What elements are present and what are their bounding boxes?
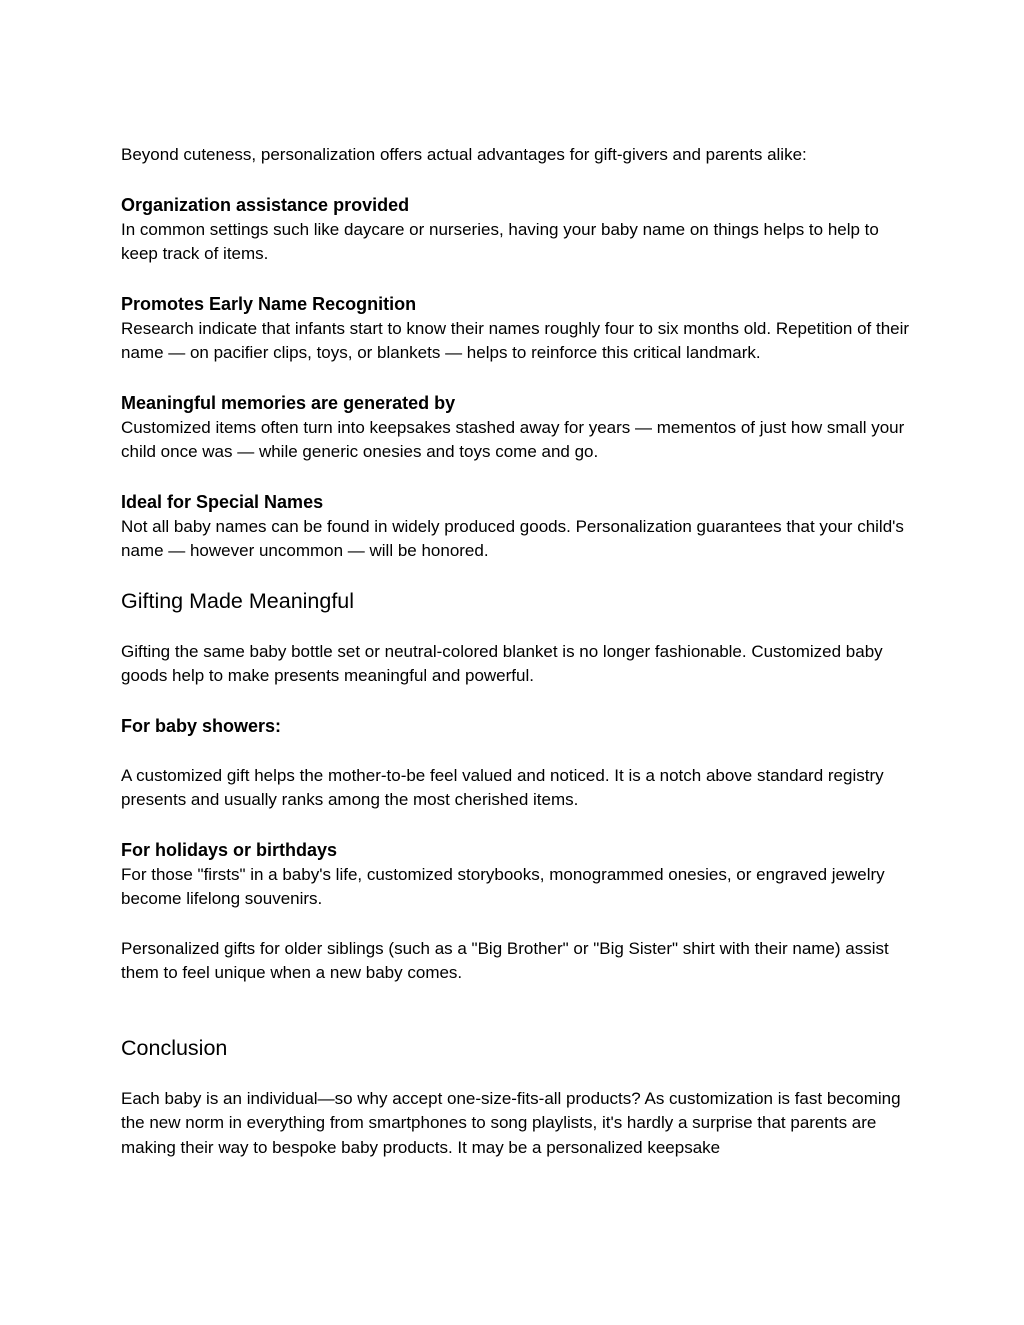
intro-paragraph: Beyond cuteness, personalization offers actual advantages for gift-givers and parents alike:: [121, 145, 807, 164]
benefit-section: [121, 292, 911, 366]
siblings-paragraph: Personalized gifts for older siblings (such as a "Big Brother" or "Big Sister" shirt with their name) assist them to feel unique when a new baby comes.: [121, 938, 889, 982]
gifting-heading: Gifting Made Meaningful: [121, 588, 355, 613]
conclusion-heading: Conclusion: [121, 1035, 228, 1060]
benefit-title: Ideal for Special Names: [121, 491, 324, 512]
benefit-section: [121, 490, 911, 564]
baby-showers-body: A customized gift helps the mother-to-be feel valued and noticed. It is a notch above standard registry presents and usually ranks among the most cherished items.: [121, 765, 884, 809]
benefit-title: Organization assistance provided: [121, 194, 410, 215]
holidays-title: For holidays or birthdays: [121, 839, 338, 860]
document-page: [121, 143, 911, 1160]
benefit-body: Not all baby names can be found in widely produced goods. Personalization guarantees that your child's name — however uncommon — will be honored.: [121, 516, 904, 560]
benefit-body: Customized items often turn into keepsakes stashed away for years — mementos of just how small your child once was — while generic onesies and toys come and go.: [121, 417, 905, 461]
benefit-body: Research indicate that infants start to know their names roughly four to six months old. Repetition of their name — on pacifier clips, toys, or blankets — helps to reinforce this critical landmark.: [121, 318, 910, 362]
benefit-section: [121, 391, 911, 465]
benefit-body: In common settings such like daycare or nurseries, having your baby name on things helps to help to keep track of items.: [121, 219, 879, 263]
benefit-title: Meaningful memories are generated by: [121, 392, 456, 413]
holidays-body: For those "firsts" in a baby's life, customized storybooks, monogrammed onesies, or engraved jewelry become lifelong souvenirs.: [121, 864, 885, 908]
gifting-intro: Gifting the same baby bottle set or neutral-colored blanket is no longer fashionable. Customized baby goods help to make presents meaningful and powerful.: [121, 641, 883, 685]
conclusion-body: Each baby is an individual—so why accept one-size-fits-all products? As customization is fast becoming the new norm in everything from smartphones to song playlists, it's hardly a surprise that parents are making their way to bespoke baby products. It may be a personalized keepsake: [121, 1088, 901, 1157]
benefit-title: Promotes Early Name Recognition: [121, 293, 417, 314]
benefit-section: [121, 193, 911, 267]
baby-showers-title: For baby showers:: [121, 715, 282, 736]
holidays-section: [121, 838, 911, 912]
